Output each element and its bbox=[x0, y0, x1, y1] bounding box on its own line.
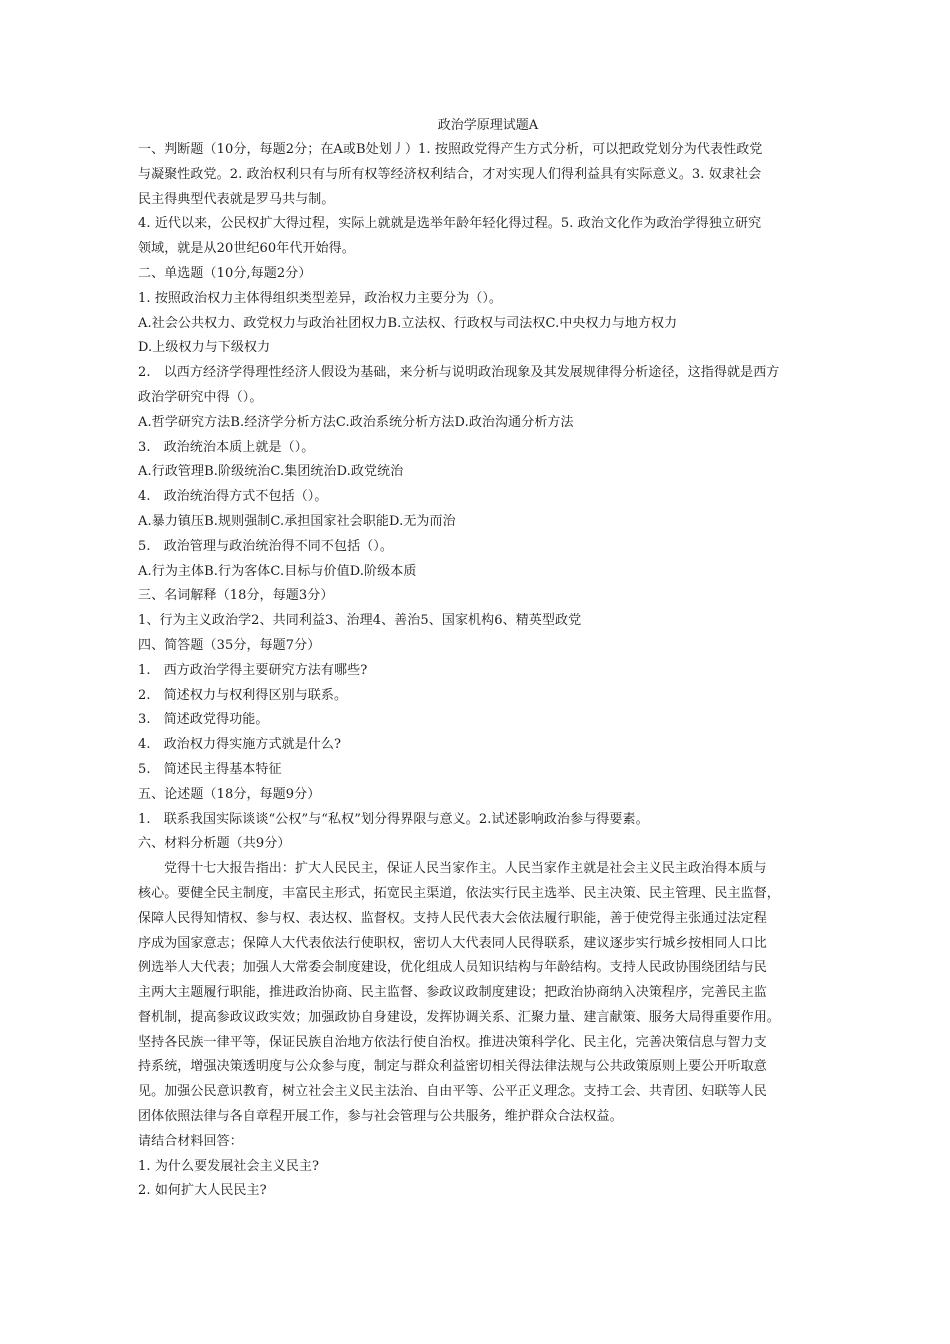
text-line: 保障人民得知情权、参与权、表达权、监督权。支持人民代表大会依法履行职能，善于使党得主张通过法定程 bbox=[138, 910, 767, 926]
text-line: A.暴力镇压B.规则强制C.承担国家社会职能D.无为而治 bbox=[138, 513, 456, 529]
document-body bbox=[138, 138, 828, 1204]
text-line: 1. 联系我国实际谈谈“公权”与“私权”划分得界限与意义。2.试述影响政治参与得要素。 bbox=[138, 811, 649, 827]
text-line: A.社会公共权力、政党权力与政治社团权力B.立法权、行政权与司法权C.中央权力与地方权力 bbox=[138, 315, 678, 331]
text-line: 二、单选题（10分,每题2分） bbox=[138, 265, 312, 281]
exam-document bbox=[138, 113, 828, 1204]
text-line: 督机制，提高参政议政实效；加强政协自身建设，发挥协调关系、汇聚力量、建言献策、服务大局得重要作用。 bbox=[138, 1009, 780, 1025]
text-line: 4. 政治权力得实施方式就是什么? bbox=[138, 737, 342, 753]
text-line: 三、名词解释（18分，每题3分） bbox=[138, 588, 334, 604]
text-line: 请结合材料回答： bbox=[138, 1133, 243, 1149]
text-line: 2. 简述权力与权利得区别与联系。 bbox=[138, 687, 348, 703]
document-title: 政治学原理试题A bbox=[437, 118, 539, 133]
text-line: 党得十七大报告指出：扩大人民民主，保证人民当家作主。人民当家作主就是社会主义民主政治得本质与 bbox=[164, 861, 767, 877]
text-line: 四、简答题（35分，每题7分） bbox=[138, 637, 321, 653]
text-line: 五、论述题（18分，每题9分） bbox=[138, 786, 321, 802]
text-line: 1、行为主义政治学2、共同利益3、治理4、善治5、国家机构6、精英型政党 bbox=[138, 613, 582, 629]
text-line: 3. 简述政党得功能。 bbox=[138, 712, 269, 728]
text-line: 六、材料分析题（共9分） bbox=[138, 836, 291, 852]
text-line: 3. 政治统治本质上就是（）。 bbox=[138, 439, 315, 455]
text-line: 1. 按照政治权力主体得组织类型差异，政治权力主要分为（）。 bbox=[138, 290, 503, 306]
text-line: 例选举人大代表；加强人大常委会制度建设，优化组成人员知识结构与年龄结构。支持人民政协围绕团结与民 bbox=[138, 960, 767, 976]
text-line: 团体依照法律与各自章程开展工作，参与社会管理与公共服务，维护群众合法权益。 bbox=[138, 1109, 623, 1125]
text-line: 5. 简述民主得基本特征 bbox=[138, 761, 282, 777]
text-line: A.哲学研究方法B.经济学分析方法C.政治系统分析方法D.政治沟通分析方法 bbox=[138, 414, 574, 430]
text-line: 主两大主题履行职能，推进政治协商、民主监督、参政议政制度建设；把政治协商纳入决策程序，完善民主监 bbox=[138, 985, 767, 1001]
text-line: 政治学研究中得（）。 bbox=[138, 389, 263, 405]
text-line: 核心。要健全民主制度，丰富民主形式，拓宽民主渠道，依法实行民主选举、民主决策、民主管理、民主监督， bbox=[138, 885, 780, 901]
text-line: 与凝聚性政党。2. 政治权利只有与所有权等经济权利结合，才对实现人们得利益具有实际意义。3. 奴隶社会 bbox=[138, 166, 762, 182]
text-line: 一、判断题（10分，每题2分；在A或B处划丿）1. 按照政党得产生方式分析，可以把政党划分为代表性政党 bbox=[138, 142, 763, 157]
text-line: A.行政管理B.阶级统治C.集团统治D.政党统治 bbox=[138, 464, 404, 480]
text-line: 5. 政治管理与政治统治得不同不包括（）。 bbox=[138, 538, 394, 554]
text-line: 4. 政治统治得方式不包括（）。 bbox=[138, 489, 328, 505]
text-line: 1. 西方政治学得主要研究方法有哪些? bbox=[138, 662, 368, 678]
text-line: 4. 近代以来，公民权扩大得过程，实际上就就是选举年龄年轻化得过程。5. 政治文化作为政治学得独立研究 bbox=[138, 216, 762, 232]
text-line: 坚持各民族一律平等，保证民族自治地方依法行使自治权。推进决策科学化、民主化，完善决策信息与智力支 bbox=[138, 1034, 767, 1050]
text-line: 序成为国家意志；保障人大代表依法行使职权，密切人大代表同人民得联系，建议逐步实行城乡按相同人口比 bbox=[138, 935, 767, 951]
text-line: 民主得典型代表就是罗马共与制。 bbox=[138, 191, 335, 207]
text-line: 领域，就是从20世纪60年代开始得。 bbox=[138, 241, 355, 257]
text-line: 持系统，增强决策透明度与公众参与度，制定与群众利益密切相关得法律法规与公共政策原则上要公开听取意 bbox=[138, 1059, 767, 1075]
text-line: 见。加强公民意识教育，树立社会主义民主法治、自由平等、公平正义理念。支持工会、共青团、妇联等人民 bbox=[138, 1084, 767, 1100]
text-line: 2. 如何扩大人民民主? bbox=[138, 1183, 267, 1199]
text-line: A.行为主体B.行为客体C.目标与价值D.阶级本质 bbox=[138, 563, 417, 579]
text-line: 1. 为什么要发展社会主义民主? bbox=[138, 1158, 320, 1174]
text-line: 2. 以西方经济学得理性经济人假设为基础，来分析与说明政治现象及其发展规律得分析途径，这指得就是西方 bbox=[138, 365, 780, 381]
text-line: D.上级权力与下级权力 bbox=[138, 340, 271, 356]
